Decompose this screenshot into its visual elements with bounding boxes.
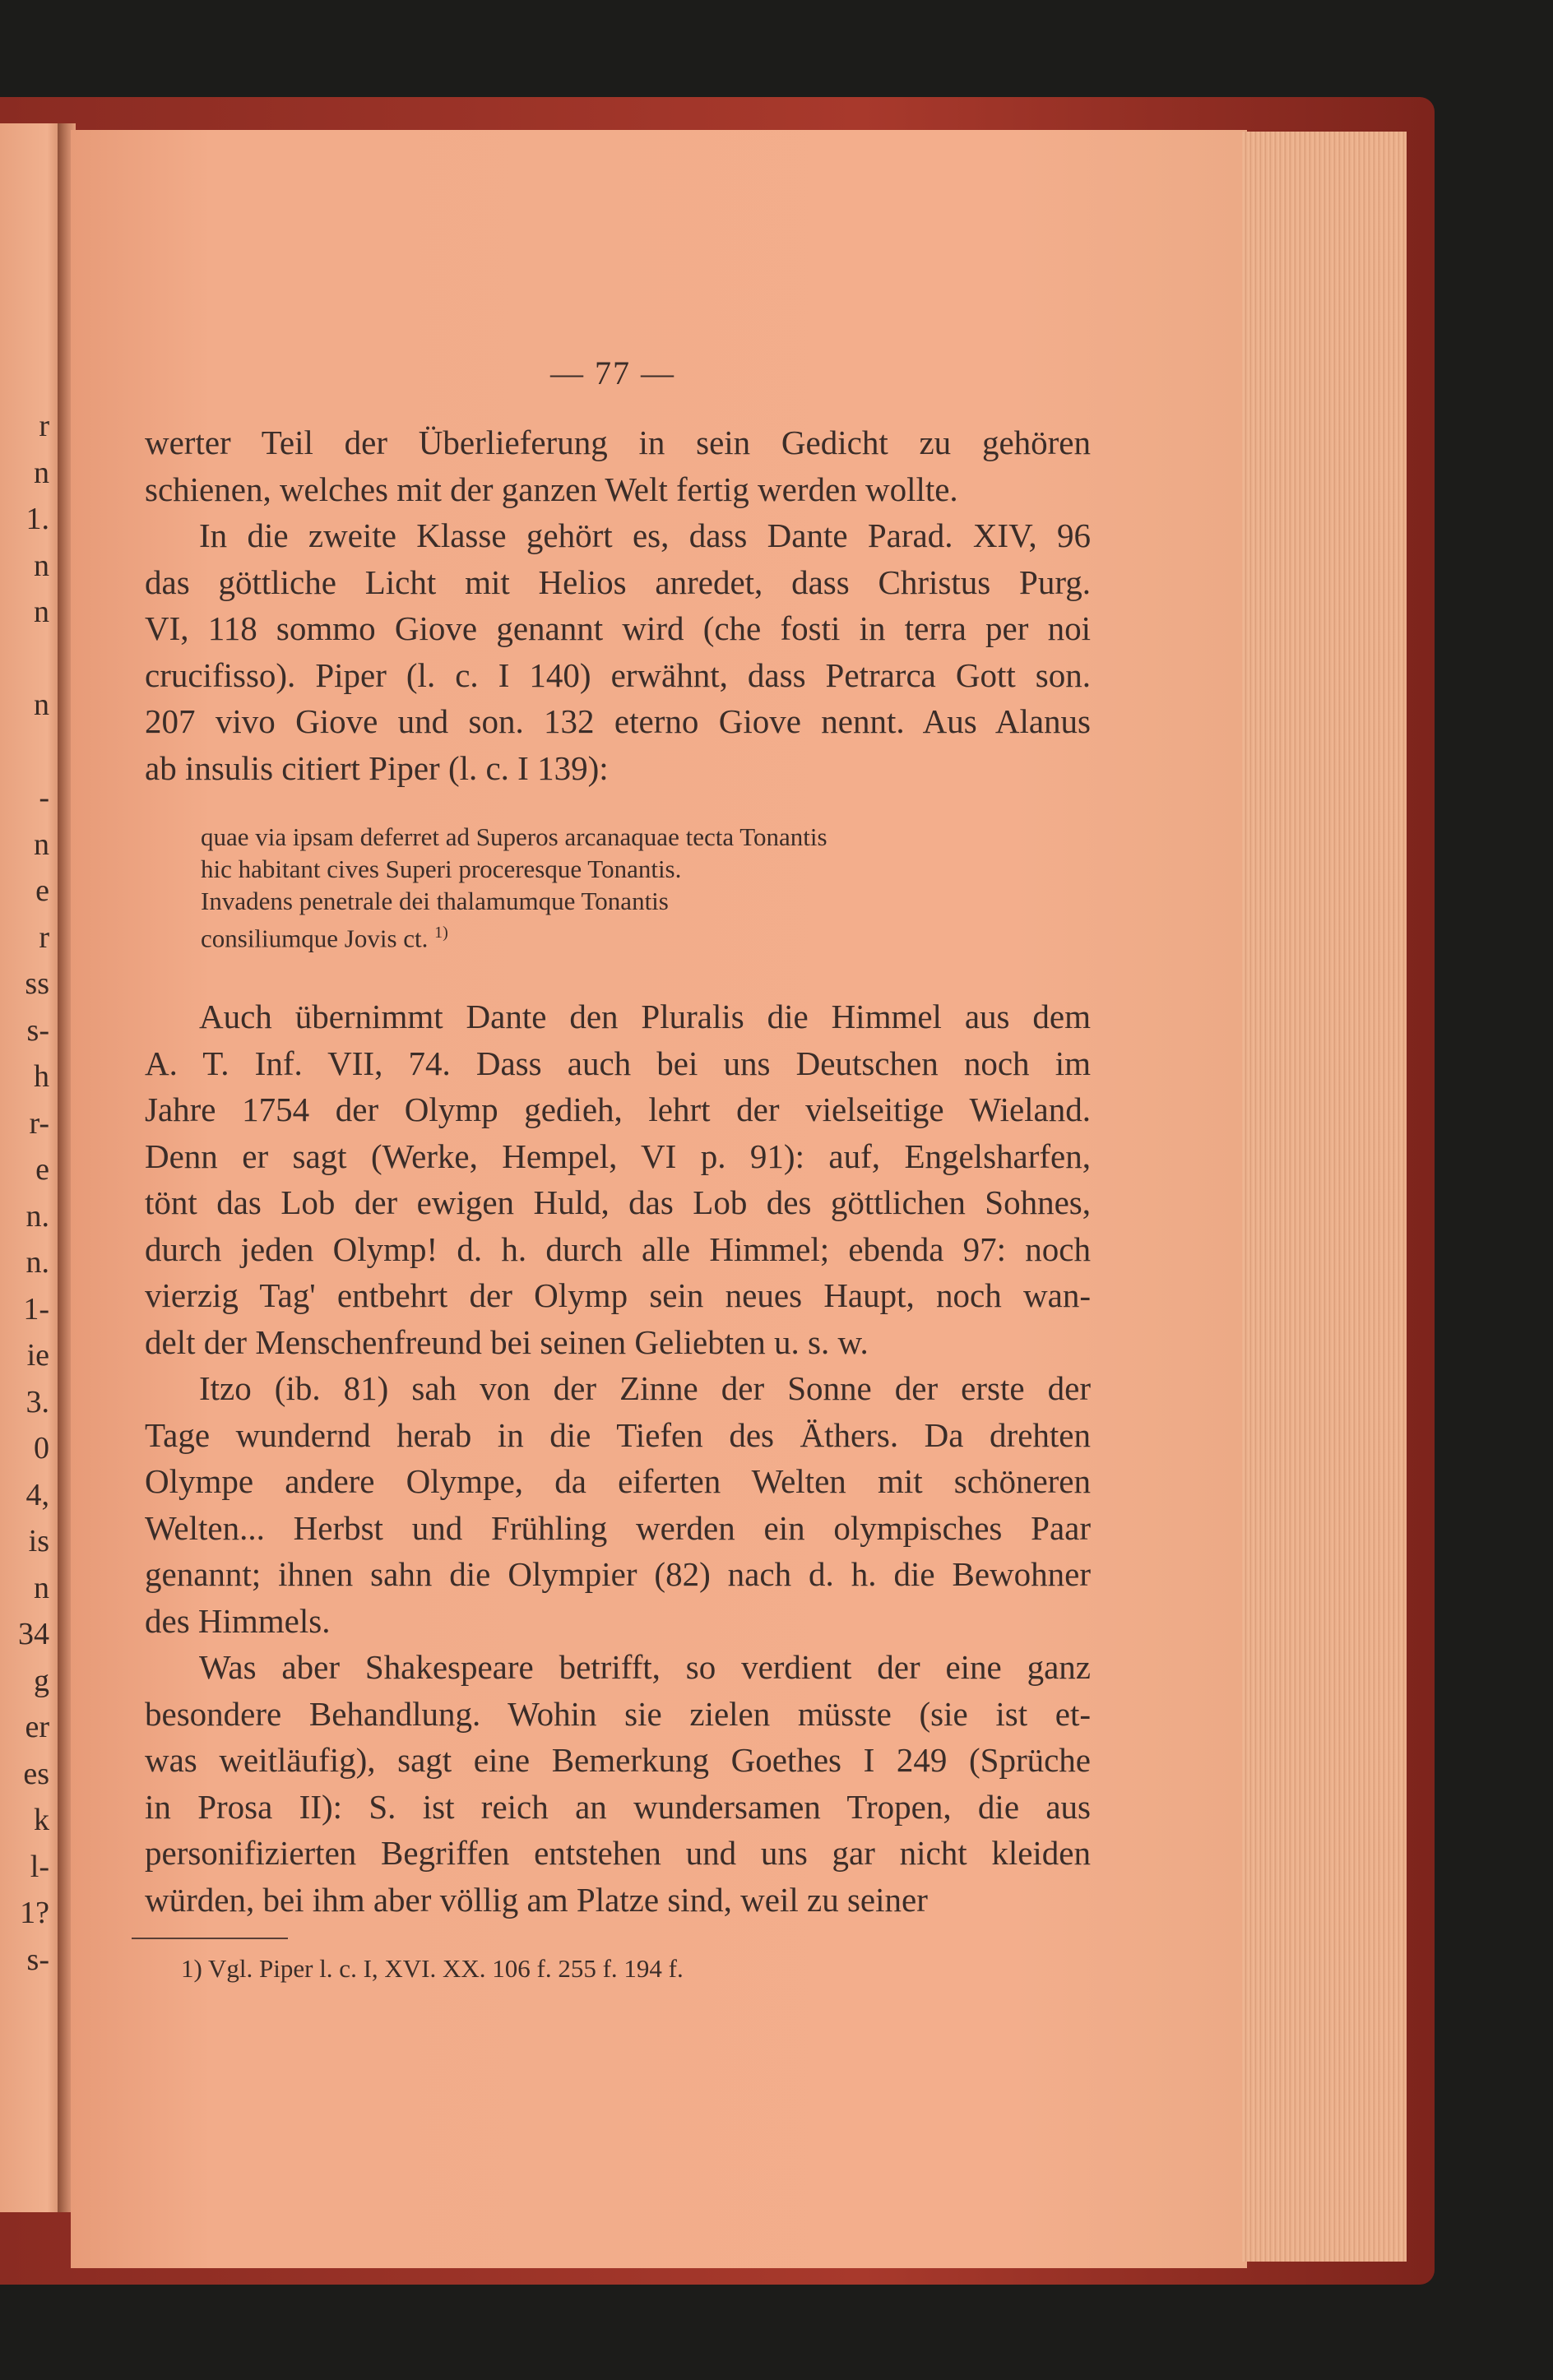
paragraph-1 — [145, 419, 1091, 512]
footnote-marker: 1) — [434, 924, 448, 942]
text-line: in Prosa II): S. ist reich an wundersamen Tropen, die aus — [145, 1787, 1091, 1826]
quote-line: quae via ipsam deferret ad Superos arcanaquae tecta Tonantis — [201, 822, 827, 851]
paragraph-2 — [145, 512, 1091, 791]
text-line: durch jeden Olymp! d. h. durch alle Himmel; ebenda 97: noch — [145, 1229, 1091, 1268]
margin-fragment: h — [34, 1059, 49, 1094]
text-line: vierzig Tag' entbehrt der Olymp sein neues Haupt, noch wan- — [145, 1276, 1091, 1315]
text-line: personifizierten Begriffen entstehen und uns gar nicht kleiden — [145, 1834, 1091, 1873]
paragraph-4 — [145, 1365, 1091, 1644]
text-line: Was aber Shakespeare betrifft, so verdient der eine ganz — [199, 1648, 1091, 1687]
margin-fragment: e — [35, 1152, 49, 1187]
margin-fragment: n. — [25, 1198, 49, 1234]
margin-fragment: n. — [25, 1245, 49, 1280]
margin-fragment: r — [39, 409, 49, 443]
margin-fragment: es — [23, 1756, 49, 1791]
margin-fragment: 3. — [25, 1384, 49, 1419]
text-line: schienen, welches mit der ganzen Welt fertig werden wollte. — [145, 470, 958, 508]
text-line: In die zweite Klasse gehört es, dass Dante Parad. XIV, 96 — [199, 516, 1091, 554]
margin-fragment: g — [34, 1663, 49, 1698]
margin-fragment: 1? — [20, 1896, 49, 1930]
text-line: besondere Behandlung. Wohin sie zielen müsste (sie ist et- — [145, 1694, 1091, 1733]
text-line: delt der Menschenfreund bei seinen Geliebten u. s. w. — [145, 1322, 869, 1361]
text-line: würden, bei ihm aber völlig am Platze sind, weil zu seiner — [145, 1880, 928, 1919]
quote-line: Invadens penetrale dei thalamumque Tonantis — [201, 887, 669, 915]
text-line: werter Teil der Überlieferung in sein Gedicht zu gehören — [145, 424, 1091, 461]
footnote-rule — [132, 1938, 288, 1939]
margin-fragment: 34 — [18, 1617, 49, 1651]
text-line: Auch übernimmt Dante den Pluralis die Himmel aus dem — [199, 998, 1091, 1036]
footnote: 1) Vgl. Piper l. c. I, XVI. XX. 106 f. 255 f. 194 f. — [181, 1954, 684, 1984]
text-line: Jahre 1754 der Olymp gedieh, lehrt der vielseitige Wieland. — [145, 1090, 1091, 1129]
margin-fragment: 1. — [25, 502, 49, 536]
quote-line: consiliumque Jovis ct. $^{1)}$ — [201, 924, 448, 953]
margin-fragment: 0 — [34, 1431, 49, 1466]
text-line: das göttliche Licht mit Helios anredet, dass Christus Purg. — [145, 563, 1091, 601]
text-line: 207 vivo Giove und son. 132 eterno Giove nennt. Aus Alanus — [145, 702, 1091, 740]
margin-fragment: n — [34, 455, 49, 490]
margin-fragment: n — [34, 595, 49, 629]
page-number: — 77 — — [550, 354, 675, 391]
margin-fragment: s- — [26, 1012, 49, 1048]
margin-fragment — [0, 636, 49, 683]
margin-fragment: r — [39, 919, 49, 955]
text-line: Tage wundernd herab in die Tiefen des Äthers. Da drehten — [145, 1415, 1091, 1454]
text-line: Olympe andere Olympe, da eiferten Welten mit schöneren — [145, 1462, 1091, 1501]
margin-fragment — [0, 729, 49, 776]
left-page-text-fragments — [0, 403, 49, 1983]
text-line: tönt das Lob der ewigen Huld, das Lob des göttlichen Sohnes, — [145, 1183, 1091, 1222]
quote-line: hic habitant cives Superi proceresque Tonantis. — [201, 854, 682, 883]
latin-quotation — [201, 821, 1091, 954]
text-line: ab insulis citiert Piper (l. c. I 139): — [145, 748, 609, 787]
text-line: was weitläufig), sagt eine Bemerkung Goethes I 249 (Sprüche — [145, 1741, 1091, 1780]
margin-fragment: n — [34, 827, 49, 862]
margin-fragment: 1- — [23, 1291, 49, 1327]
text-line: des Himmels. — [145, 1601, 331, 1640]
page-content — [145, 354, 1091, 1984]
margin-fragment: n — [34, 548, 49, 583]
margin-fragment: ie — [26, 1338, 49, 1373]
margin-fragment: er — [25, 1710, 49, 1744]
paragraph-3 — [145, 993, 1091, 1365]
margin-fragment: k — [34, 1803, 49, 1837]
text-line: Itzo (ib. 81) sah von der Zinne der Sonne der erste der — [199, 1369, 1091, 1408]
text-line: A. T. Inf. VII, 74. Dass auch bei uns Deutschen noch im — [145, 1044, 1091, 1082]
margin-fragment: 4, — [25, 1477, 49, 1512]
page-edges — [1242, 132, 1407, 2262]
paragraph-5 — [145, 1644, 1091, 1923]
margin-fragment: e — [35, 873, 49, 908]
text-line: Denn er sagt (Werke, Hempel, VI p. 91): auf, Engelsharfen, — [145, 1137, 1091, 1175]
text-line: crucifisso). Piper (l. c. I 140) erwähnt, dass Petrarca Gott son. — [145, 655, 1091, 694]
margin-fragment: s- — [26, 1942, 49, 1977]
margin-fragment: r- — [29, 1105, 49, 1141]
margin-fragment: n — [34, 1570, 49, 1605]
margin-fragment: is — [28, 1524, 49, 1558]
margin-fragment: n — [34, 688, 49, 722]
margin-fragment: l- — [30, 1849, 49, 1884]
text-line: VI, 118 sommo Giove genannt wird (che fosti in terra per noi — [145, 609, 1091, 647]
text-line: Welten... Herbst und Frühling werden ein olympisches Paar — [145, 1508, 1091, 1547]
margin-fragment: - — [39, 780, 49, 815]
margin-fragment: ss — [25, 966, 49, 1001]
text-line: genannt; ihnen sahn die Olympier (82) nach d. h. die Bewohner — [145, 1555, 1091, 1594]
